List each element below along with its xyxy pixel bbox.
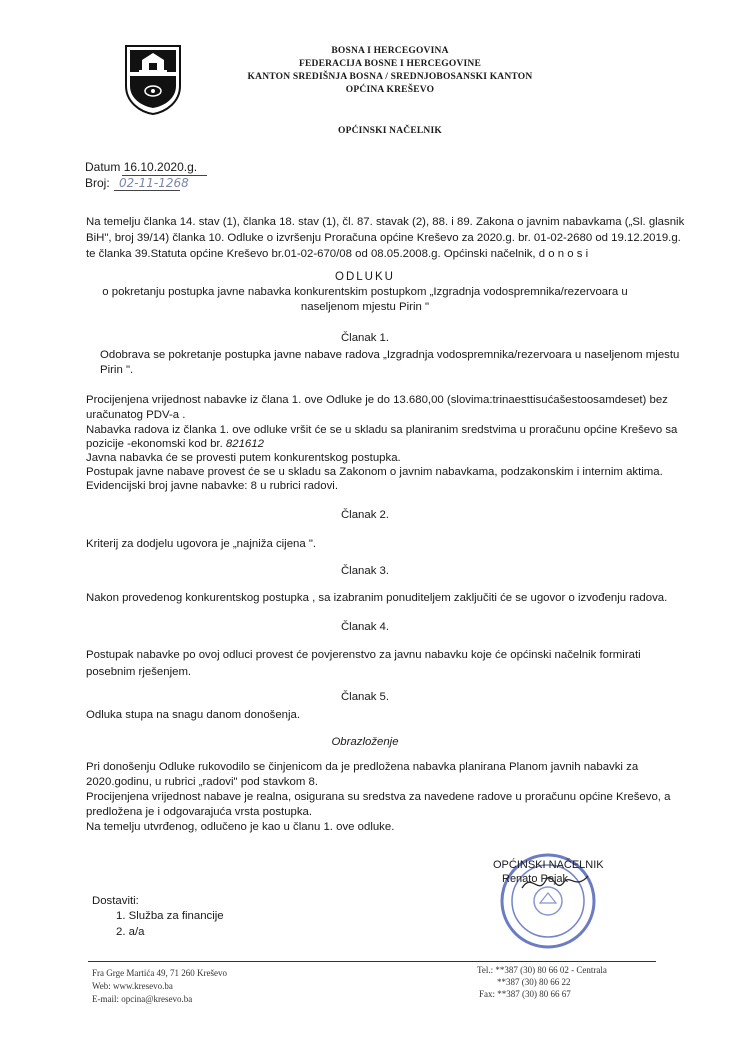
intro-line-3: te članka 39.Statuta općine Kreševo br.01-02-670/08 od 08.05.2008.g. Općinski načelnik, d o n o s i	[86, 248, 589, 260]
article-3-text: Nakon provedenog konkurentskog postupka , sa izabranim ponuditeljem zaključiti će se ugovor o izvođenju radova.	[86, 592, 668, 604]
decision-title: ODLUKU	[335, 271, 395, 283]
article-1-value-line-1: Procijenjena vrijednost nabavke iz člana 1. ove Odluke je do 13.680,00 (slovima:trinaesttisućašestoosamdeset) bez	[86, 394, 668, 406]
signature-title: OPĆINSKI NAČELNIK	[493, 859, 604, 871]
number-label: Broj:	[85, 176, 110, 190]
footer-web: Web: www.kresevo.ba	[92, 981, 173, 991]
article-1-code-line	[86, 437, 264, 451]
reasoning-heading: Obrazloženje	[331, 736, 399, 748]
delivery-label: Dostaviti:	[92, 895, 139, 907]
article-4-line-2: posebnim rješenjem.	[86, 666, 192, 678]
signature-name: Renato Pejak	[502, 873, 569, 885]
footer-email: E-mail: opcina@kresevo.ba	[92, 994, 193, 1004]
reasoning-line-1: Pri donošenju Odluke rukovodilo se činjenicom da je predložena nabavka planirana Planom javnih nabavki za	[86, 761, 639, 773]
date-label: Datum	[85, 160, 121, 174]
footer-address: Fra Grge Martića 49, 71 260 Kreševo	[92, 968, 228, 978]
footer-rule	[88, 961, 656, 962]
article-3-heading: Članak 3.	[340, 565, 390, 577]
header-country: BOSNA I HERCEGOVINA	[331, 46, 449, 56]
number-underline	[114, 190, 180, 191]
article-4-heading: Članak 4.	[340, 621, 390, 633]
article-1-record-line: Evidencijski broj javne nabavke: 8 u rubrici radovi.	[86, 480, 338, 492]
footer-fax: Fax: **387 (30) 80 66 67	[479, 989, 571, 999]
decision-subtitle-1: o pokretanju postupka javne nabavka konkurentskim postupkom „Izgradnja vodospremnika/rezervoara u	[102, 286, 628, 298]
article-1-value-line-2: uračunatog PDV-a .	[86, 409, 186, 421]
article-1-funding-line: Nabavka radova iz članka 1. ove odluke vršit će se u skladu sa planiranim sredstvima u proračunu općine Kreševo sa	[86, 424, 678, 436]
decision-subtitle-2: naseljenom mjestu Pirin "	[300, 301, 430, 313]
header-federation: FEDERACIJA BOSNE I HERCEGOVINE	[298, 59, 482, 69]
article-1-line-2: Pirin ".	[100, 364, 134, 376]
footer-phone: Tel.: **387 (30) 80 66 02 - Centrala	[477, 965, 607, 975]
article-5-text: Odluka stupa na snagu danom donošenja.	[86, 709, 301, 721]
reasoning-line-4: predložena je i odgovarajuća vrsta postupka.	[86, 806, 313, 818]
reasoning-line-3: Procijenjena vrijednost nabave je realna, osigurana su sredstva za navedene radove u proračunu općine Kreševo, a	[86, 791, 671, 803]
number-line	[85, 176, 189, 190]
header-municipality: OPĆINA KREŠEVO	[345, 85, 435, 95]
article-1-code-label: pozicije -ekonomski kod br.	[86, 438, 223, 450]
footer-phone-2: **387 (30) 80 66 22	[497, 977, 571, 987]
intro-line-1: Na temelju članka 14. stav (1), članka 18. stav (1), čl. 87. stavak (2), 88. i 89. Zakona o javnim nabavkama („Sl. glasnik	[86, 216, 685, 228]
intro-line-2: BiH", broj 39/14) članka 10. Odluke o izvršenju Proračuna općine Kreševo za 2020.g. br. 01-02-2680 od 19.12.2019.g.	[86, 232, 681, 244]
reasoning-line-2: 2020.godinu, u rubrici „radovi" pod stavkom 8.	[86, 776, 318, 788]
article-1-law-line: Postupak javne nabave provest će se u skladu sa Zakonom o javnim nabavkama, podzakonskim i internim aktima.	[86, 466, 663, 478]
date-value: 16.10.2020.g.	[123, 160, 198, 174]
article-1-procedure-line: Javna nabavka će se provesti putem konkurentskog postupka.	[86, 452, 401, 464]
article-1-economic-code: 821612	[225, 438, 264, 450]
article-2-text: Kriterij za dodjelu ugovora je „najniža cijena ".	[86, 538, 317, 550]
article-4-line-1: Postupak nabavke po ovoj odluci provest će povjerenstvo za javnu nabavku koje će općinski načelnik formirati	[86, 649, 641, 661]
header-office: OPĆINSKI NAČELNIK	[338, 126, 442, 136]
article-2-heading: Članak 2.	[340, 509, 390, 521]
handwritten-number: 02-11-1268	[119, 176, 189, 190]
date-line	[85, 160, 197, 174]
delivery-item-2: 2. a/a	[116, 926, 145, 938]
municipality-crest-icon	[122, 42, 184, 116]
reasoning-line-5: Na temelju utvrđenog, odlučeno je kao u članu 1. ove odluke.	[86, 821, 395, 833]
delivery-item-1: 1. Služba za financije	[116, 910, 224, 922]
article-5-heading: Članak 5.	[340, 691, 390, 703]
article-1-heading: Članak 1.	[340, 332, 390, 344]
header-canton: KANTON SREDIŠNJA BOSNA / SREDNJOBOSANSKI KANTON	[247, 72, 533, 82]
article-1-line-1: Odobrava se pokretanje postupka javne nabave radova „Izgradnja vodospremnika/rezervoara u naseljenom mjestu	[100, 349, 680, 361]
handwritten-signature-icon	[520, 868, 590, 898]
